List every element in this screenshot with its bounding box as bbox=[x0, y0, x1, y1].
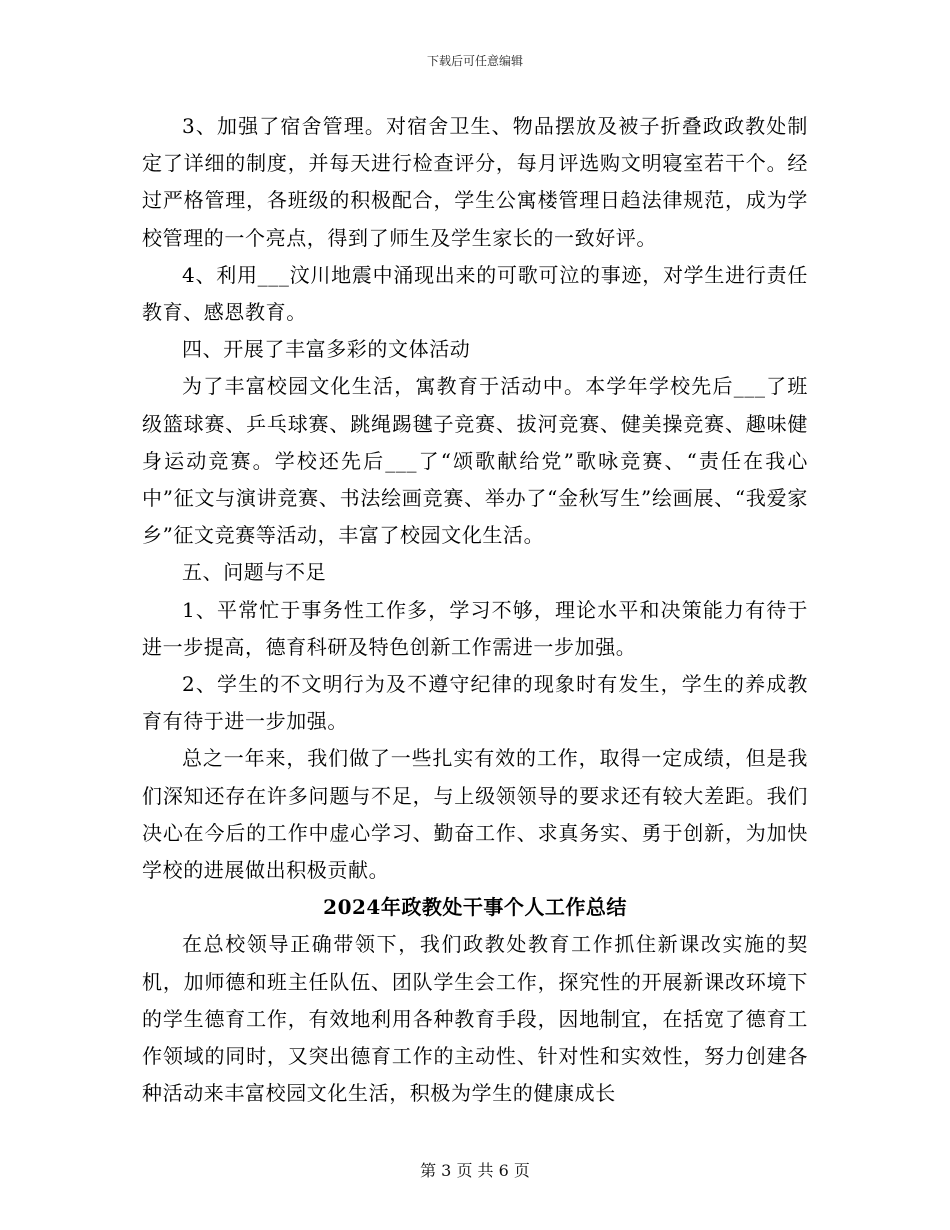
paragraph-summary: 总之一年来，我们做了一些扎实有效的工作，取得一定成绩，但是我们深知还存在许多问题与不足，与上级领领导的要求还有较大差距。我们决心在今后的工作中虚心学习、勤奋工作、求真务实、勇于创新，为加快学校的进展做出积极贡献。 bbox=[142, 746, 808, 883]
document-body bbox=[142, 108, 808, 1112]
paragraph-dormitory-management: 3、加强了宿舍管理。对宿舍卫生、物品摆放及被子折叠政政教处制定了详细的制度，并每天进行检查评分，每月评选购文明寝室若干个。经过严格管理，各班级的积极配合，学生公寓楼管理日趋法律规范，成为学校管理的一个亮点，得到了师生及学生家长的一致好评。 bbox=[142, 114, 808, 250]
paragraph-problem-2: 2、学生的不文明行为及不遵守纪律的现象时有发生，学生的养成教育有待于进一步加强。 bbox=[142, 672, 808, 734]
header-note: 下载后可任意编辑 bbox=[426, 54, 523, 68]
heading-problems: 五、问题与不足 bbox=[182, 560, 327, 585]
page-number: 第 3 页 共 6 页 bbox=[420, 1161, 530, 1180]
heading-cultural-activities: 四、开展了丰富多彩的文体活动 bbox=[182, 337, 471, 362]
section-title: 2024年政教处干事个人工作总结 bbox=[323, 895, 627, 920]
paragraph-section-intro: 在总校领导正确带领下，我们政教处教育工作抓住新课改实施的契机，加师德和班主任队伍、团队学生会工作，探究性的开展新课改环境下的学生德育工作，有效地利用各种教育手段，因地制宜，在括宽了德育工作领域的同时，又突出德育工作的主动性、针对性和实效性，努力创建各种活动来丰富校园文化生活，积极为学生的健康成长 bbox=[142, 932, 808, 1106]
paragraph-earthquake-education: 4、利用___汶川地震中涌现出来的可歌可泣的事迹，对学生进行责任教育、感恩教育。 bbox=[142, 262, 808, 325]
paragraph-cultural-activities: 为了丰富校园文化生活，寓教育于活动中。本学年学校先后___了班级篮球赛、乒乓球赛、跳绳踢毽子竞赛、拔河竞赛、健美操竞赛、趣味健身运动竞赛。学校还先后___了“颂歌献给党”歌咏竞赛、“责任在我心中”征文与演讲竞赛、书法绘画竞赛、举办了“金秋写生”绘画展、“我爱家乡”征文竞赛等活动，丰富了校园文化生活。 bbox=[142, 374, 808, 548]
paragraph-problem-1: 1、平常忙于事务性工作多，学习不够，理论水平和决策能力有待于进一步提高，德育科研及特色创新工作需进一步加强。 bbox=[142, 597, 808, 659]
